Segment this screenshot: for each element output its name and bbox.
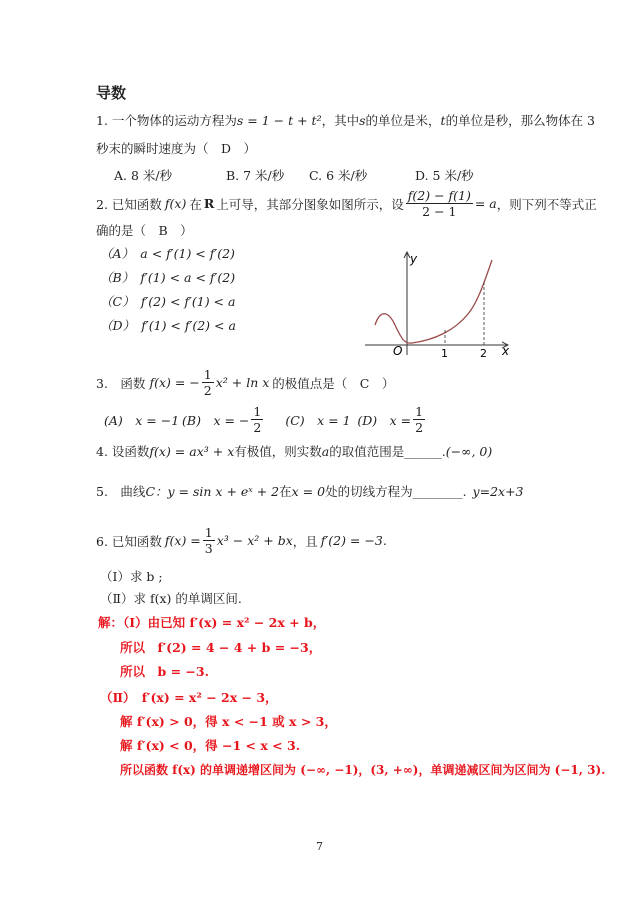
q6-rest: x³ − x² + bx [216, 533, 293, 548]
section-title: 导数 [96, 84, 127, 102]
q5-cond: x = 0 [291, 484, 326, 499]
q6-stem-b: ，且 [292, 533, 318, 549]
q1-var-t: t [440, 113, 446, 128]
q6-frac-den: 3 [204, 541, 213, 556]
page-number: 7 [316, 840, 323, 853]
q5-answer: y=2x+3 [472, 484, 524, 499]
graph-y-label: y [410, 252, 418, 266]
q4-stem-b: 有极值，则实数 [234, 444, 322, 459]
q3-stem-b: 的极值点是（ C ） [272, 375, 395, 391]
q2-fx: f(x) [164, 196, 187, 211]
q2-stem-d: ，则下列不等式正 [496, 196, 597, 212]
q3-option-b-frac [251, 404, 263, 435]
solution-line-5: 解 f′(x) > 0，得 x < −1 或 x > 3， [120, 714, 337, 729]
q6-stem-a: 6. 已知函数 [96, 533, 162, 549]
q4-stem-a: 4. 设函数 [96, 444, 150, 459]
q3-option-d-frac [413, 404, 425, 435]
q6-part-1: （Ⅰ）求 b ; [100, 569, 163, 584]
q3-option-b-num: 1 [253, 404, 262, 419]
q5-curve: C：y = sin x + eˣ + 2 [145, 484, 280, 499]
solution-line-2: 所以 f′(2) = 4 − 4 + b = −3， [120, 640, 322, 655]
q2-option-b: （B） f′(1) < a < f′(2) [100, 270, 236, 285]
solution-line-7: 所以函数 f(x) 的单调递增区间为 (−∞, −1)，(3, +∞)，单调递减区间为区间为 (−1, 3). [120, 763, 606, 777]
q3-fraction [202, 367, 214, 398]
q3-option-d-den: 2 [415, 420, 424, 435]
q3-stem [96, 367, 394, 398]
q3-rest: x² + ln x [215, 375, 270, 390]
q2-frac-den: 2 − 1 [422, 204, 457, 219]
q4-stem [96, 442, 492, 460]
solution-line-6: 解 f′(x) < 0，得 −1 < x < 3. [120, 738, 301, 753]
q2-stem-line2: 确的是（ B ） [96, 223, 193, 238]
solution-line-3: 所以 b = −3. [120, 664, 209, 679]
q6-stem [96, 525, 387, 556]
solution-line-4: （Ⅱ） f′(x) = x² − 2x − 3， [100, 690, 278, 705]
q1-stem-d: 的单位是秒，那么物体在 3 [445, 113, 596, 128]
q3-stem-a: 3. 函数 [96, 375, 146, 391]
q1-stem-b: ，其中 [321, 113, 360, 128]
q2-function-graph [360, 240, 520, 360]
q3-option-d-num: 1 [415, 404, 424, 419]
q3-option-c: (C) x = 1 [285, 412, 351, 428]
q2-frac-num: f(2) − f(1) [407, 188, 471, 203]
q3-fx-eq: f(x) = − [149, 375, 200, 390]
q3-option-a: (A) x = −1 [104, 412, 180, 428]
q2-fraction [406, 188, 473, 219]
solution-line-1: 解：（Ⅰ）由已知 f′(x) = x² − 2x + b， [98, 615, 326, 630]
q6-fx-eq: f(x) = [164, 533, 201, 548]
q2-option-c: （C） f′(2) < f′(1) < a [100, 294, 236, 309]
q3-option-b-pre: (B) x = − [182, 412, 250, 428]
q4-answer: (−∞, 0) [445, 444, 493, 459]
q1-option-d: D. 5 米/秒 [415, 168, 474, 183]
q1-stem-c: 的单位是米， [365, 113, 441, 128]
q1-option-a: A. 8 米/秒 [114, 168, 173, 183]
q1-stem-line2: 秒末的瞬时速度为（ D ） [96, 141, 257, 156]
q2-stem-line1 [96, 188, 597, 219]
graph-tick-2: 2 [480, 347, 487, 360]
q5-stem-a: 5. 曲线 [96, 484, 146, 499]
q1-formula: s = 1 − t + t² [236, 113, 322, 128]
q6-stem-c: . [382, 533, 387, 548]
q6-frac-num: 1 [204, 525, 213, 540]
graph-tick-1: 1 [441, 347, 448, 360]
q2-real-set: R [203, 196, 215, 211]
q1-option-b: B. 7 米/秒 [226, 168, 285, 183]
q4-var-a: a [321, 444, 330, 459]
q2-option-a: （A） a < f′(1) < f′(2) [100, 246, 235, 261]
q1-option-c: C. 6 米/秒 [309, 168, 368, 183]
q3-option-b-den: 2 [253, 420, 262, 435]
q2-stem-b: 在 [189, 196, 202, 212]
q5-stem-c: 处的切线方程为________. [325, 484, 467, 499]
q5-stem [96, 482, 524, 500]
q4-stem-c: 的取值范围是______. [329, 444, 446, 459]
q3-option-d-pre: (D) x = [357, 412, 412, 428]
q4-formula: f(x) = ax³ + x [149, 444, 235, 459]
q3-options [104, 404, 427, 435]
q6-fraction [203, 525, 215, 556]
q6-cond: f′(2) = −3 [320, 533, 383, 548]
function-curve [375, 260, 492, 343]
q3-frac-den: 2 [203, 383, 212, 398]
q2-stem-a: 2. 已知函数 [96, 196, 162, 212]
q1-stem-a: 1. 一个物体的运动方程为 [96, 113, 237, 128]
q2-eq-a: = a [474, 196, 497, 211]
q1-stem-line1 [96, 111, 595, 129]
q2-option-d: （D） f′(1) < f′(2) < a [100, 318, 236, 333]
q5-stem-b: 在 [279, 484, 292, 499]
q2-stem-c: 上可导，其部分图象如图所示，设 [216, 196, 404, 212]
q6-part-2: （Ⅱ）求 f(x) 的单调区间. [100, 591, 242, 606]
graph-origin-label: O [393, 344, 403, 358]
q3-frac-num: 1 [203, 367, 212, 382]
graph-x-label: x [502, 344, 510, 358]
q1-var-s: s [359, 113, 366, 128]
